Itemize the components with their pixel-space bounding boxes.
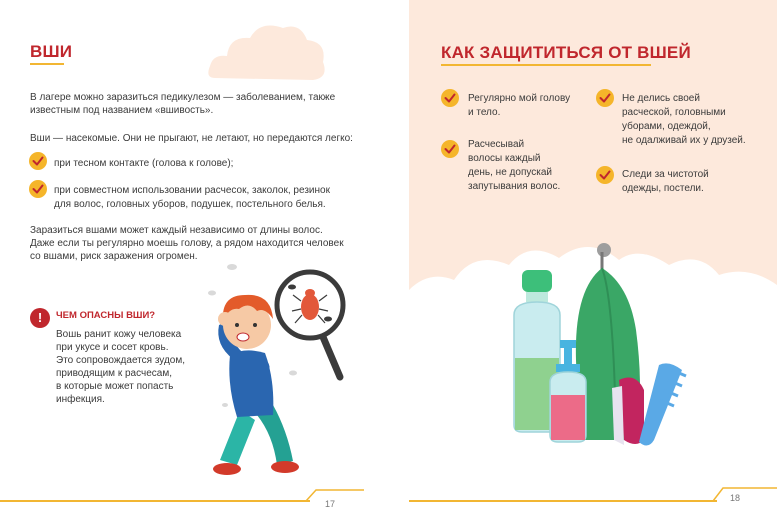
right-page: [409, 0, 777, 529]
check-icon: [596, 89, 614, 107]
danger-line: при укусе и сосет кровь.: [56, 342, 169, 353]
tip-line: Следи за чистотой: [622, 169, 709, 180]
bullet-1-line-1: при тесном контакте (голова к голове);: [54, 158, 234, 169]
tip-line: одежды, постели.: [622, 183, 704, 194]
check-icon: [441, 140, 459, 158]
risk-line-1: Заразиться вшами может каждый независимо от длины волос.: [30, 225, 323, 236]
left-page: [0, 0, 364, 529]
danger-heading: ЧЕМ ОПАСНЫ ВШИ?: [56, 310, 156, 321]
footer-accent: [713, 486, 777, 502]
check-icon: [441, 89, 459, 107]
warning-icon: !: [30, 308, 50, 328]
danger-line: приводящим к расчесам,: [56, 368, 172, 379]
tip-line: Расчесывай: [468, 139, 525, 150]
danger-line: инфекция.: [56, 394, 105, 405]
boy-illustration: [185, 255, 350, 485]
tip-line: расческой, головными: [622, 107, 726, 118]
tip-line: уборами, одеждой,: [622, 121, 711, 132]
page-title: ВШИ: [30, 42, 73, 61]
check-icon: [29, 152, 47, 170]
risk-line-2: Даже если ты регулярно моешь голову, а рядом находится человек: [30, 238, 344, 249]
tip-line: не одалживай их у друзей.: [622, 135, 746, 146]
tip-line: волосы каждый: [468, 153, 541, 164]
footer-line: [409, 500, 717, 502]
intro-line-2: известным под названием «вшивость».: [30, 105, 214, 116]
intro-line-1: В лагере можно заразиться педикулезом — заболеванием, также: [30, 92, 336, 103]
risk-line-3: со вшами, риск заражения огромен.: [30, 251, 198, 262]
danger-line: в которые может попасть: [56, 381, 174, 392]
check-icon: [596, 166, 614, 184]
cloud-decoration: [205, 18, 330, 88]
page-title: КАК ЗАЩИТИТЬСЯ ОТ ВШЕЙ: [441, 43, 691, 62]
tip-line: и тело.: [468, 107, 501, 118]
tip-line: запутывания волос.: [468, 181, 561, 192]
title-underline: [441, 64, 651, 66]
bullet-2-line-2: для волос, головных уборов, подушек, постельного белья.: [54, 199, 326, 210]
check-icon: [29, 180, 47, 198]
title-underline: [30, 63, 64, 65]
danger-line: Вошь ранит кожу человека: [56, 329, 182, 340]
facts-text: Вши — насекомые. Они не прыгают, не летают, но передаются легко:: [30, 133, 353, 144]
tip-line: Регулярно мой голову: [468, 93, 571, 104]
bullet-2-line-1: при совместном использовании расчесок, заколок, резинок: [54, 185, 330, 196]
hygiene-items-illustration: [504, 240, 704, 462]
tip-line: Не делись своей: [622, 93, 700, 104]
page-number: 17: [325, 499, 336, 509]
page-number: 18: [730, 493, 741, 503]
footer-line: [0, 500, 310, 502]
danger-line: Это сопровождается зудом,: [56, 355, 186, 366]
page-gutter: [364, 0, 409, 529]
tip-line: день, не допускай: [468, 167, 552, 178]
